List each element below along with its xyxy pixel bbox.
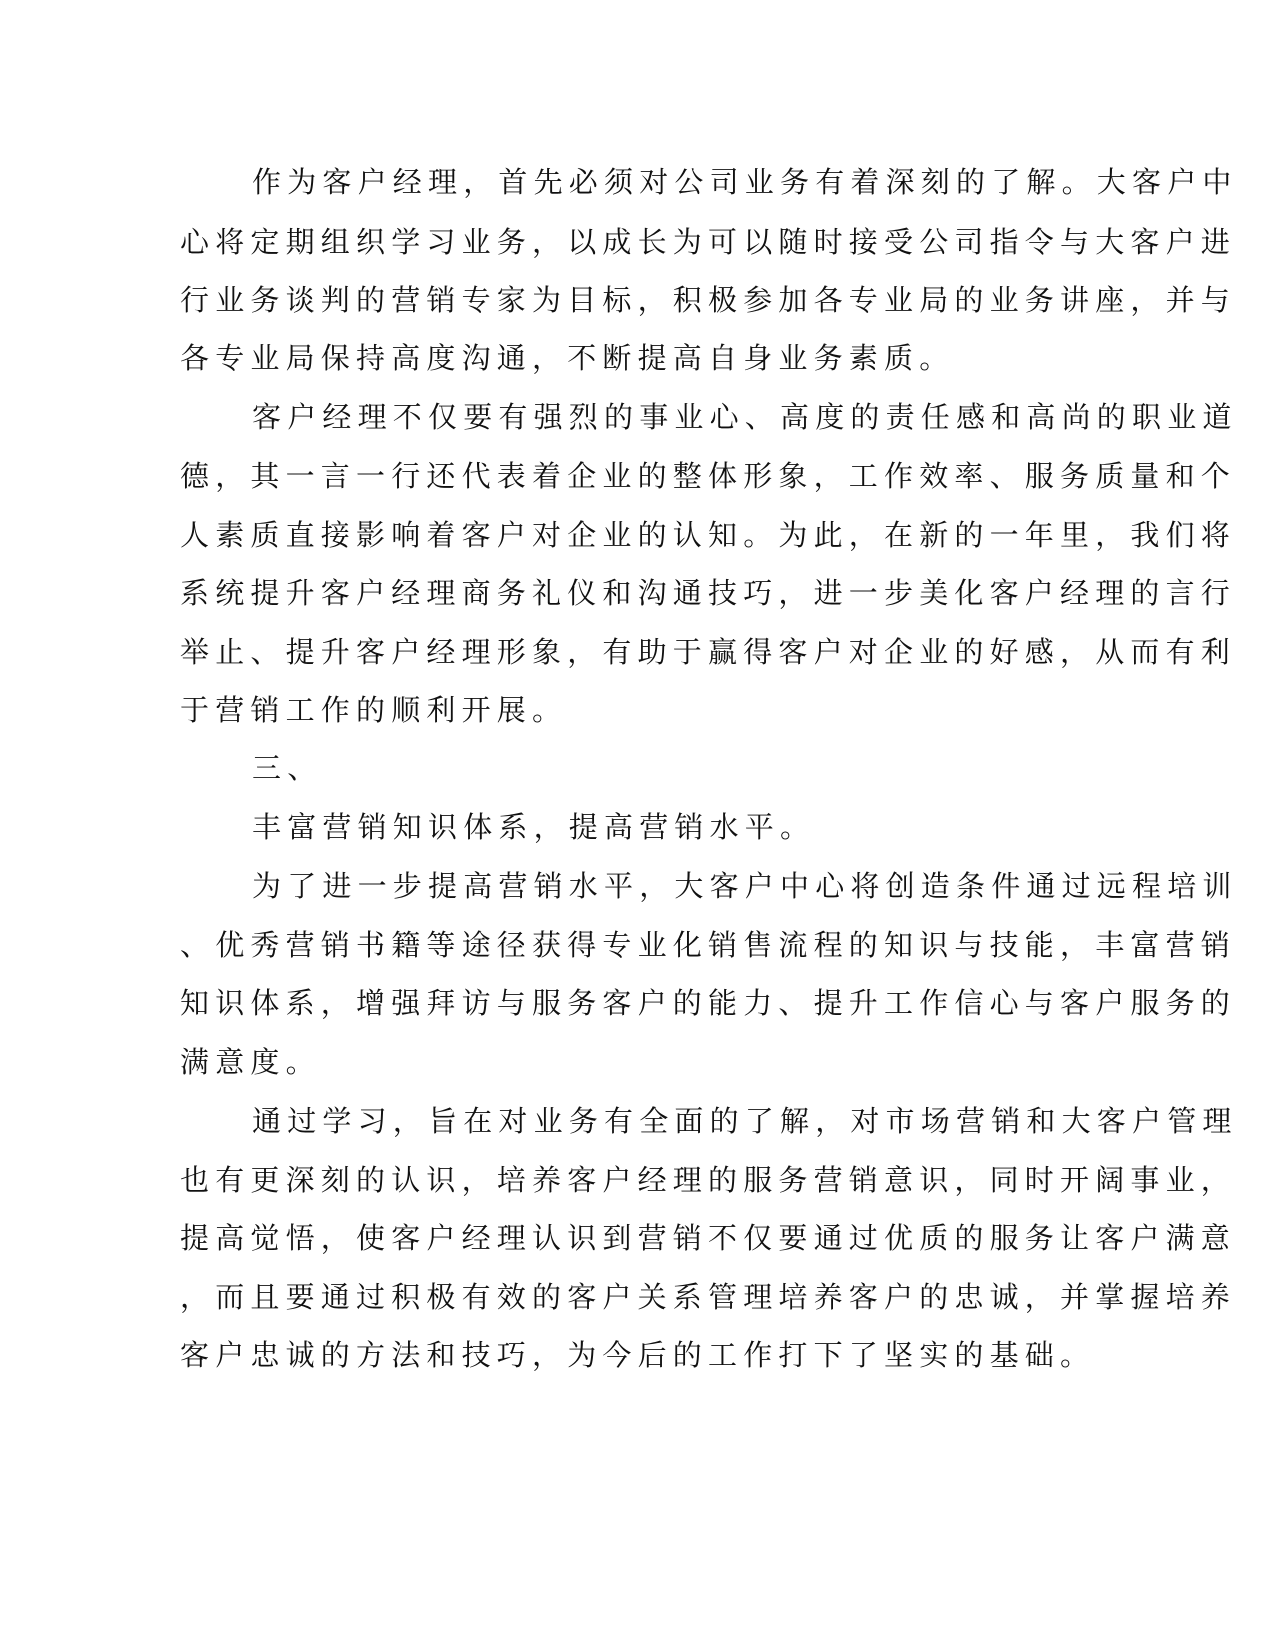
paragraph-2-line-2: 德，其一言一行还代表着企业的整体形象，工作效率、服务质量和个 (180, 459, 1237, 493)
paragraph-2-line-5: 举止、提升客户经理形象，有助于赢得客户对企业的好感，从而有利 (180, 635, 1237, 669)
paragraph-1-line-3: 行业务谈判的营销专家为目标，积极参加各专业局的业务讲座，并与 (180, 283, 1237, 317)
paragraph-3-line-3: 知识体系，增强拜访与服务客户的能力、提升工作信心与客户服务的 (180, 986, 1237, 1020)
paragraph-1-line-2: 心将定期组织学习业务，以成长为可以随时接受公司指令与大客户进 (180, 225, 1237, 259)
paragraph-2-line-4: 系统提升客户经理商务礼仪和沟通技巧，进一步美化客户经理的言行 (180, 576, 1237, 610)
paragraph-4-line-4: ，而且要通过积极有效的客户关系管理培养客户的忠诚，并掌握培养 (180, 1280, 1237, 1314)
paragraph-2-line-6: 于营销工作的顺利开展。 (180, 693, 568, 727)
paragraph-3-line-1: 为了进一步提高营销水平，大客户中心将创造条件通过远程培训 (252, 869, 1238, 903)
paragraph-3-line-4: 满意度。 (180, 1045, 321, 1079)
paragraph-4-line-1: 通过学习，旨在对业务有全面的了解，对市场营销和大客户管理 (252, 1104, 1238, 1138)
paragraph-4-line-5: 客户忠诚的方法和技巧，为今后的工作打下了坚实的基础。 (180, 1338, 1096, 1372)
paragraph-4-line-2: 也有更深刻的认识，培养客户经理的服务营销意识，同时开阔事业， (180, 1163, 1237, 1197)
paragraph-2-line-1: 客户经理不仅要有强烈的事业心、高度的责任感和高尚的职业道 (252, 400, 1238, 434)
section-heading: 丰富营销知识体系，提高营销水平。 (252, 810, 816, 844)
paragraph-1-line-1: 作为客户经理，首先必须对公司业务有着深刻的了解。大客户中 (252, 165, 1238, 199)
paragraph-2-line-3: 人素质直接影响着客户对企业的认知。为此，在新的一年里，我们将 (180, 518, 1237, 552)
paragraph-4-line-3: 提高觉悟，使客户经理认识到营销不仅要通过优质的服务让客户满意 (180, 1221, 1237, 1255)
paragraph-3-line-2: 、优秀营销书籍等途径获得专业化销售流程的知识与技能，丰富营销 (180, 928, 1237, 962)
paragraph-1-line-4: 各专业局保持高度沟通，不断提高自身业务素质。 (180, 341, 955, 375)
section-number: 三、 (252, 751, 323, 785)
